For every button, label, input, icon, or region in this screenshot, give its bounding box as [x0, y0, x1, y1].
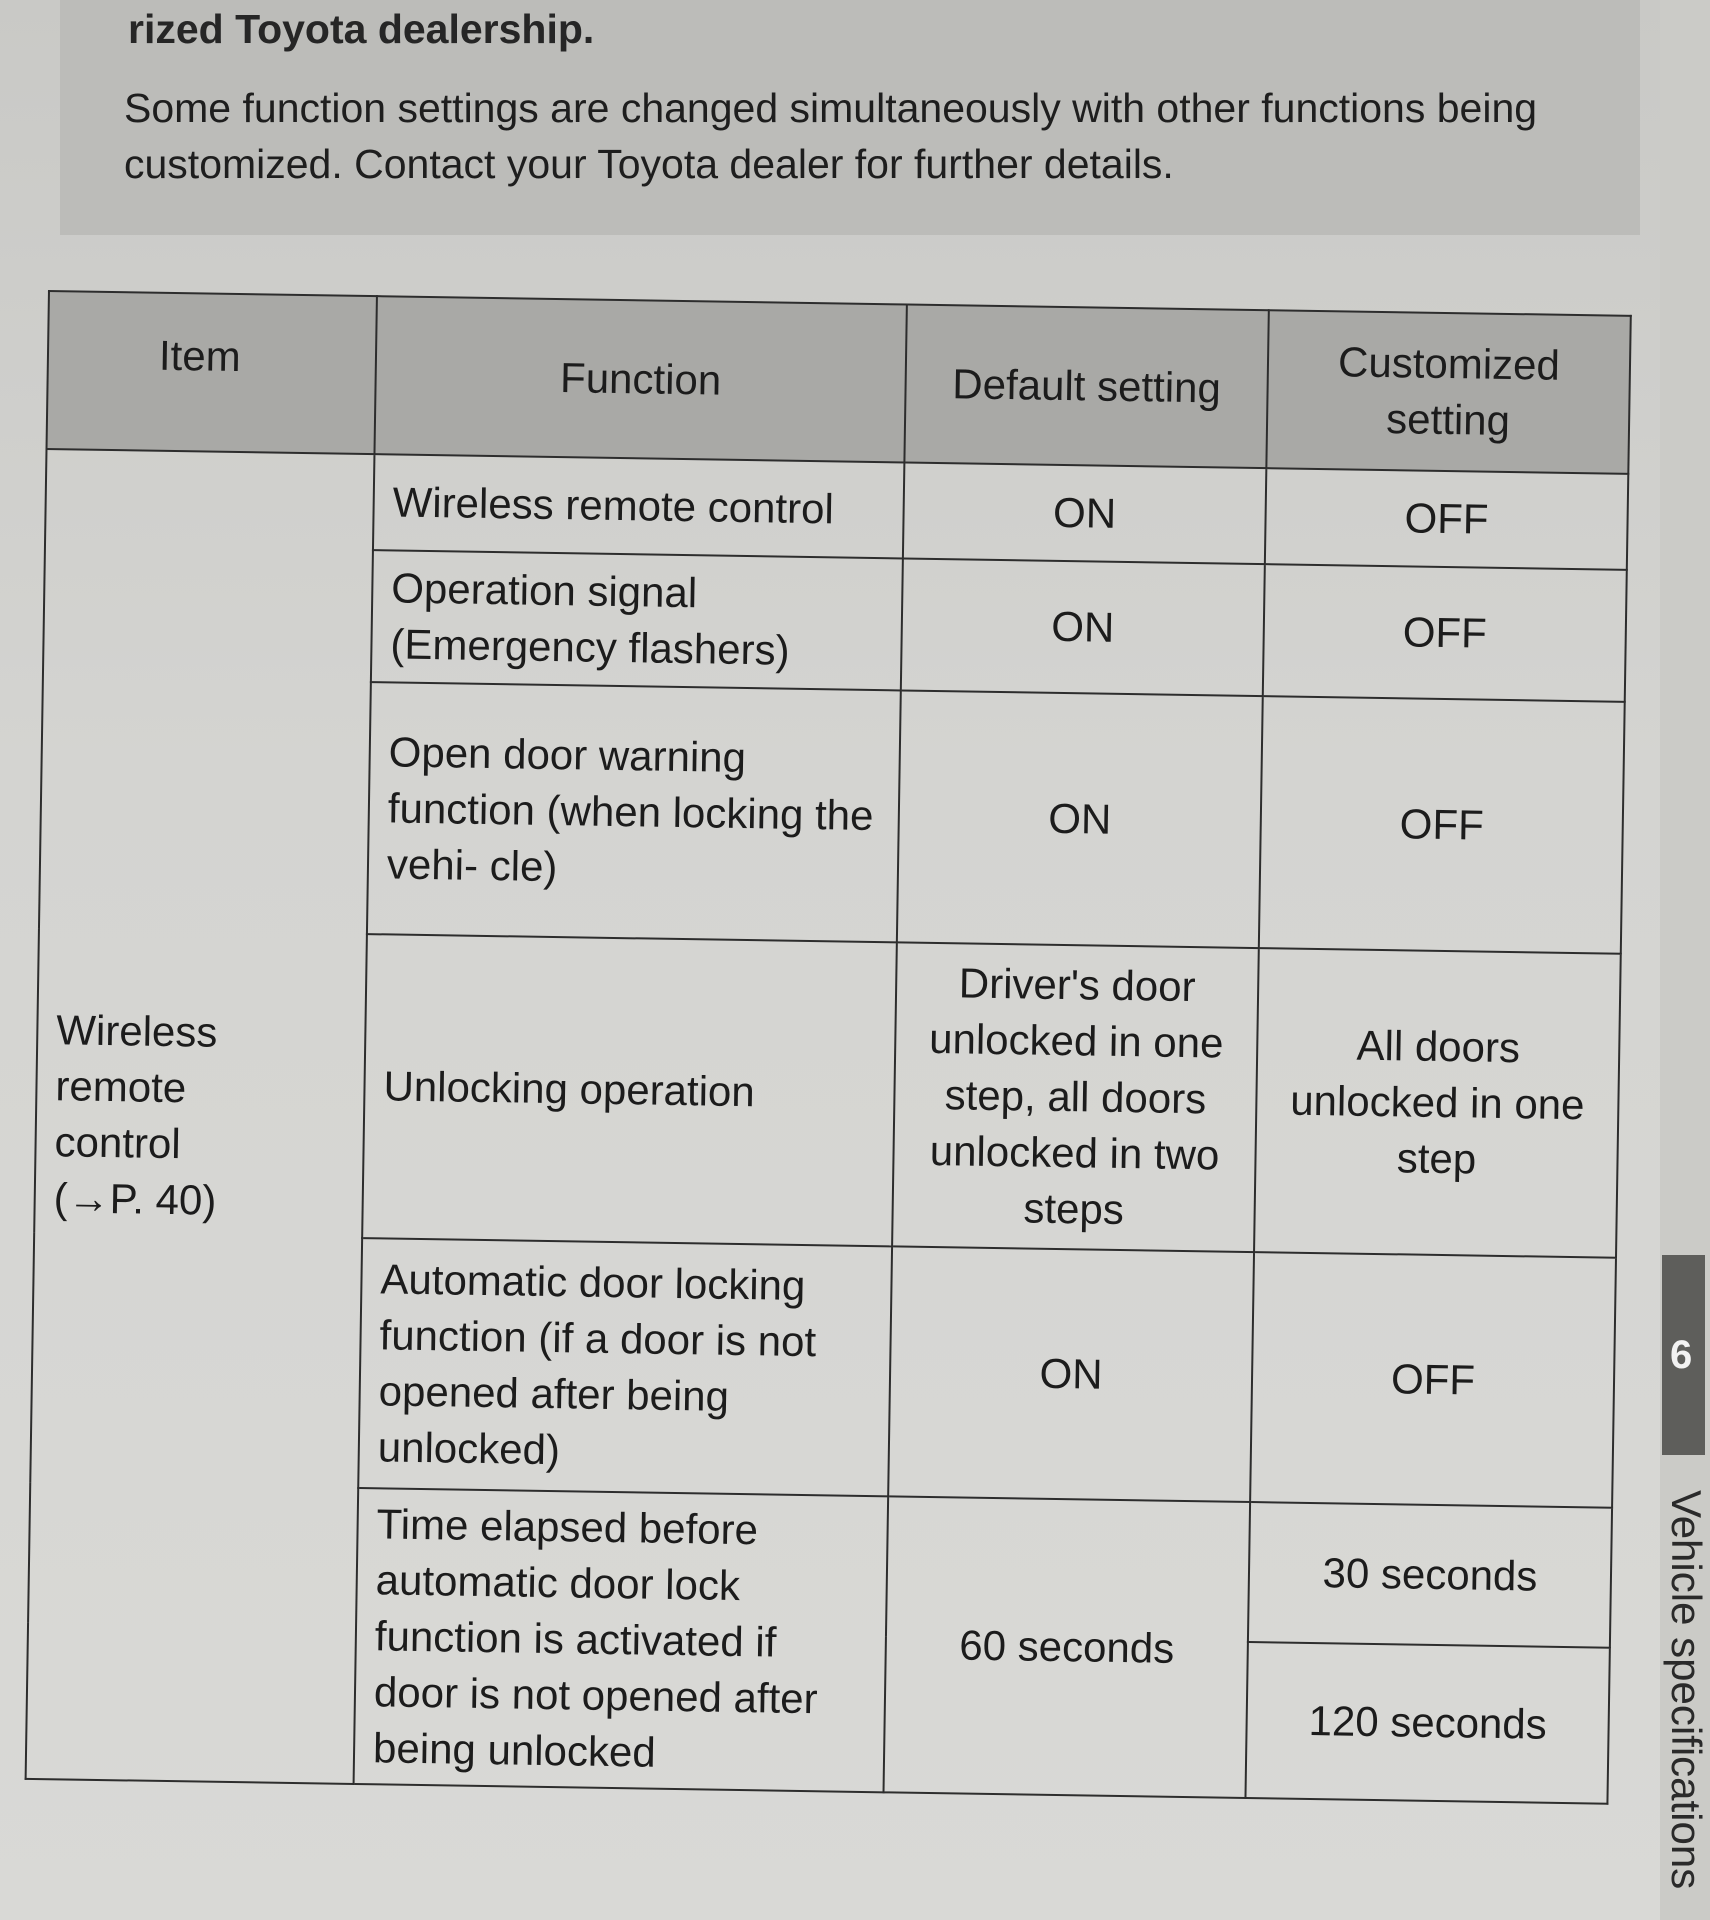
function-cell: Wireless remote control: [373, 454, 904, 558]
item-cell: [26, 449, 375, 1784]
item-name: Wireless remote control: [54, 1006, 218, 1168]
customized-cell-option: 120 seconds: [1245, 1642, 1609, 1804]
default-cell: ON: [901, 558, 1265, 696]
customization-table: [25, 290, 1632, 1805]
default-cell: ON: [897, 690, 1263, 948]
default-cell: ON: [888, 1246, 1254, 1502]
default-cell: 60 seconds: [884, 1496, 1251, 1798]
header-function: Function: [374, 296, 906, 462]
customized-cell: OFF: [1263, 564, 1627, 702]
function-cell: Operation signal (Emergency flashers): [371, 550, 903, 690]
chapter-title: Vehicle specifications: [1663, 1490, 1710, 1890]
table-header-row: [47, 291, 1631, 474]
customization-table-wrap: [25, 290, 1632, 1805]
header-default-setting: Default setting: [904, 304, 1268, 468]
customized-cell: All doors unlocked in one step: [1254, 948, 1621, 1258]
customized-cell-option: 30 seconds: [1248, 1502, 1612, 1648]
default-cell: Driver's door unlocked in one step, all doors unlocked in two steps: [892, 942, 1259, 1252]
intro-note-text: Some function settings are changed simultaneously with other functions being customized. Contact your Toyota dealer for further details.: [124, 85, 1538, 187]
header-customized-setting: Customized setting: [1266, 310, 1630, 474]
function-cell: Automatic door locking function (if a door is not opened after being unlocked): [358, 1238, 892, 1496]
chapter-tab: [1662, 1255, 1705, 1455]
function-cell: Open door warning function (when locking the vehi- cle): [367, 682, 901, 942]
item-page-reference: (→P. 40): [53, 1174, 217, 1224]
function-cell: Unlocking operation: [362, 934, 897, 1246]
header-item: Item: [47, 291, 377, 454]
intro-tail-text: rized Toyota dealership.: [128, 6, 595, 52]
customized-cell: OFF: [1259, 696, 1625, 954]
customized-cell: OFF: [1265, 468, 1628, 570]
function-cell: Time elapsed before automatic door lock function is activated if door is not opened after being unlocked: [354, 1488, 889, 1792]
default-cell: ON: [903, 462, 1266, 564]
customized-cell: OFF: [1250, 1252, 1616, 1508]
chapter-number: 6: [1670, 1333, 1693, 1377]
